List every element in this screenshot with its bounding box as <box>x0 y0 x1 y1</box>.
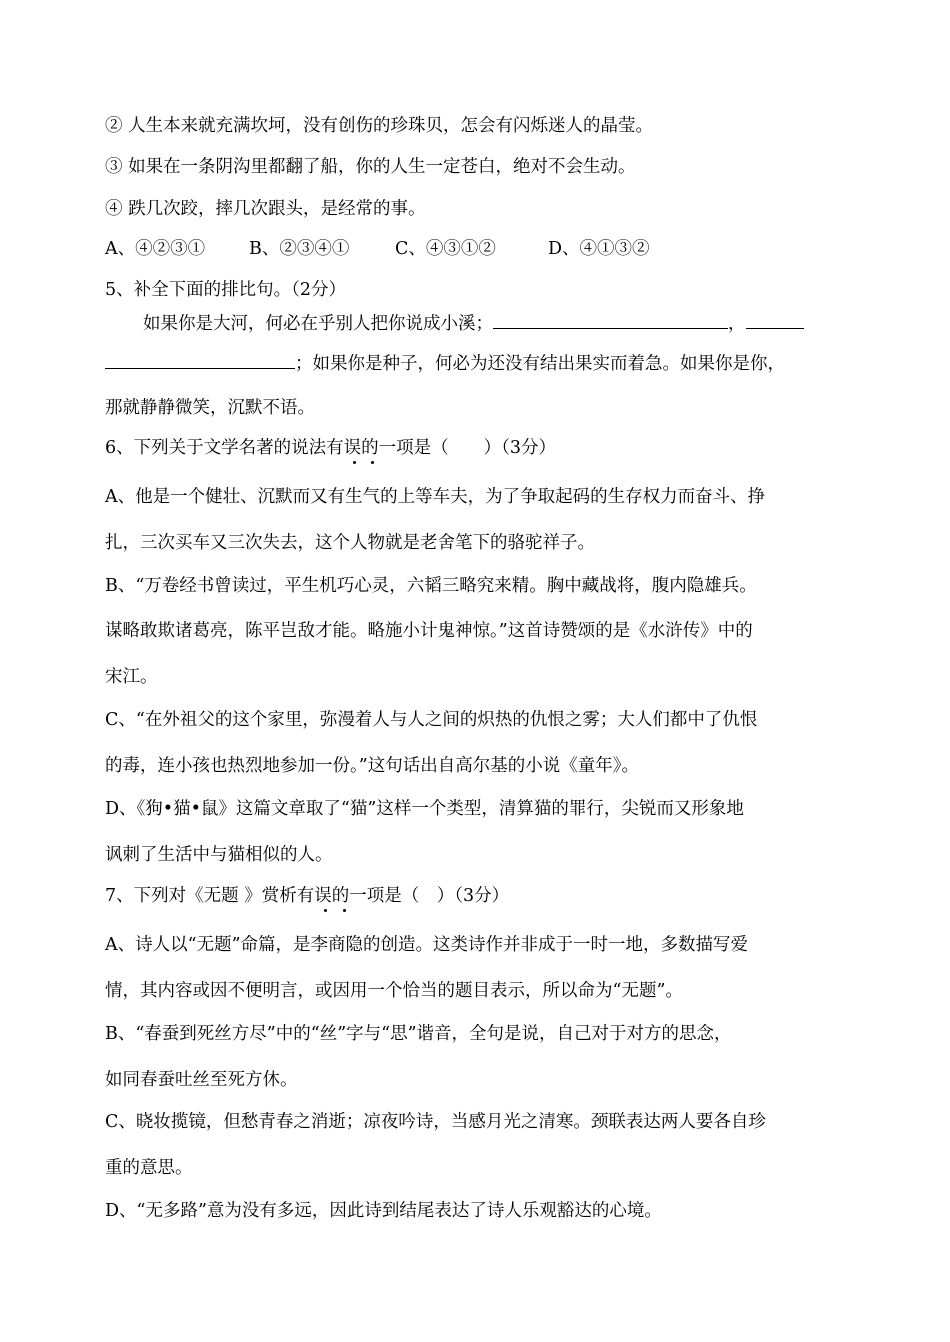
q5-line-2 <box>105 350 785 376</box>
q6-d-line-2: 讽刺了生活中与猫相似的人。 <box>105 845 333 865</box>
emphasis-dot <box>324 909 327 912</box>
q5-text-1: 如果你是大河，何必在乎别人把你说成小溪； <box>143 314 493 334</box>
q6-a-line-2: 扎，三次买车又三次失去，这个人物就是老舍笔下的骆驼祥子。 <box>105 533 595 553</box>
q5-title: 5、补全下面的排比句。（2分） <box>105 280 347 300</box>
q5-blank-1[interactable] <box>493 310 728 329</box>
q6-c-line-2: 的毒，连小孩也热烈地参加一份。”这句话出自高尔基的小说《童年》。 <box>105 756 639 776</box>
q7-d-line-1: D、“无多路”意为没有多远，因此诗到结尾表达了诗人乐观豁达的心境。 <box>105 1201 662 1221</box>
q7-a-line-2: 情，其内容或因不便明言，或因用一个恰当的题目表示，所以命为“无题”。 <box>105 981 683 1001</box>
q6-b-line-2: 谋略敢欺诸葛亮，陈平岂敌才能。略施小计鬼神惊。”这首诗赞颂的是《水浒传》中的 <box>105 621 753 641</box>
q4-choice-a: A、④②③① <box>105 239 206 259</box>
q6-d-line-1: D、《狗•猫•鼠》这篇文章取了“猫”这样一个类型，清算猫的罪行，尖锐而又形象地 <box>105 799 744 819</box>
q6-title: 6、下列关于文学名著的说法有误的一项是（ ）（3分） <box>105 438 557 458</box>
q6-a-line-1: A、他是一个健壮、沉默而又有生气的上等车夫，为了争取起码的生存权力而奋斗、挣 <box>105 487 766 507</box>
emphasis-dot <box>353 461 356 464</box>
q5-text-2: ；如果你是种子，何必为还没有结出果实而着急。如果你是你， <box>295 354 785 374</box>
q6-b-line-3: 宋江。 <box>105 667 158 687</box>
option-line-3: ③ 如果在一条阴沟里都翻了船，你的人生一定苍白，绝对不会生动。 <box>105 157 636 177</box>
q6-c-line-1: C、“在外祖父的这个家里，弥漫着人与人之间的炽热的仇恨之雾；大人们都中了仇恨 <box>105 710 758 730</box>
q5-comma: ， <box>728 314 746 334</box>
option-line-4: ④ 跌几次跤，摔几次跟头，是经常的事。 <box>105 199 426 219</box>
emphasis-dot <box>343 909 346 912</box>
q7-b-line-2: 如同春蚕吐丝至死方休。 <box>105 1070 298 1090</box>
q7-b-line-1: B、“春蚕到死丝方尽”中的“丝”字与“思”谐音，全句是说，自己对于对方的思念， <box>105 1024 732 1044</box>
q5-line-3: 那就静静微笑，沉默不语。 <box>105 398 315 418</box>
q7-c-line-2: 重的意思。 <box>105 1158 193 1178</box>
q4-choice-d: D、④①③② <box>548 239 650 259</box>
q5-line-1 <box>143 310 804 336</box>
q5-blank-2b[interactable] <box>105 350 295 369</box>
emphasis-dot <box>371 461 374 464</box>
q4-choice-b: B、②③④① <box>249 239 350 259</box>
q7-c-line-1: C、晓妆揽镜，但愁青春之消逝；凉夜吟诗，当感月光之清寒。颈联表达两人要各自珍 <box>105 1112 766 1132</box>
q4-choice-c: C、④③①② <box>395 239 496 259</box>
q5-blank-2a[interactable] <box>746 310 804 329</box>
q6-b-line-1: B、“万卷经书曾读过，平生机巧心灵，六韬三略究来精。胸中藏战将，腹内隐雄兵。 <box>105 576 757 596</box>
q7-a-line-1: A、诗人以“无题”命篇，是李商隐的创造。这类诗作并非成于一时一地，多数描写爱 <box>105 935 749 955</box>
option-line-2: ② 人生本来就充满坎坷，没有创伤的珍珠贝，怎会有闪烁迷人的晶莹。 <box>105 116 654 136</box>
q7-title: 7、下列对《无题 》赏析有误的一项是（ ）（3分） <box>105 886 510 906</box>
